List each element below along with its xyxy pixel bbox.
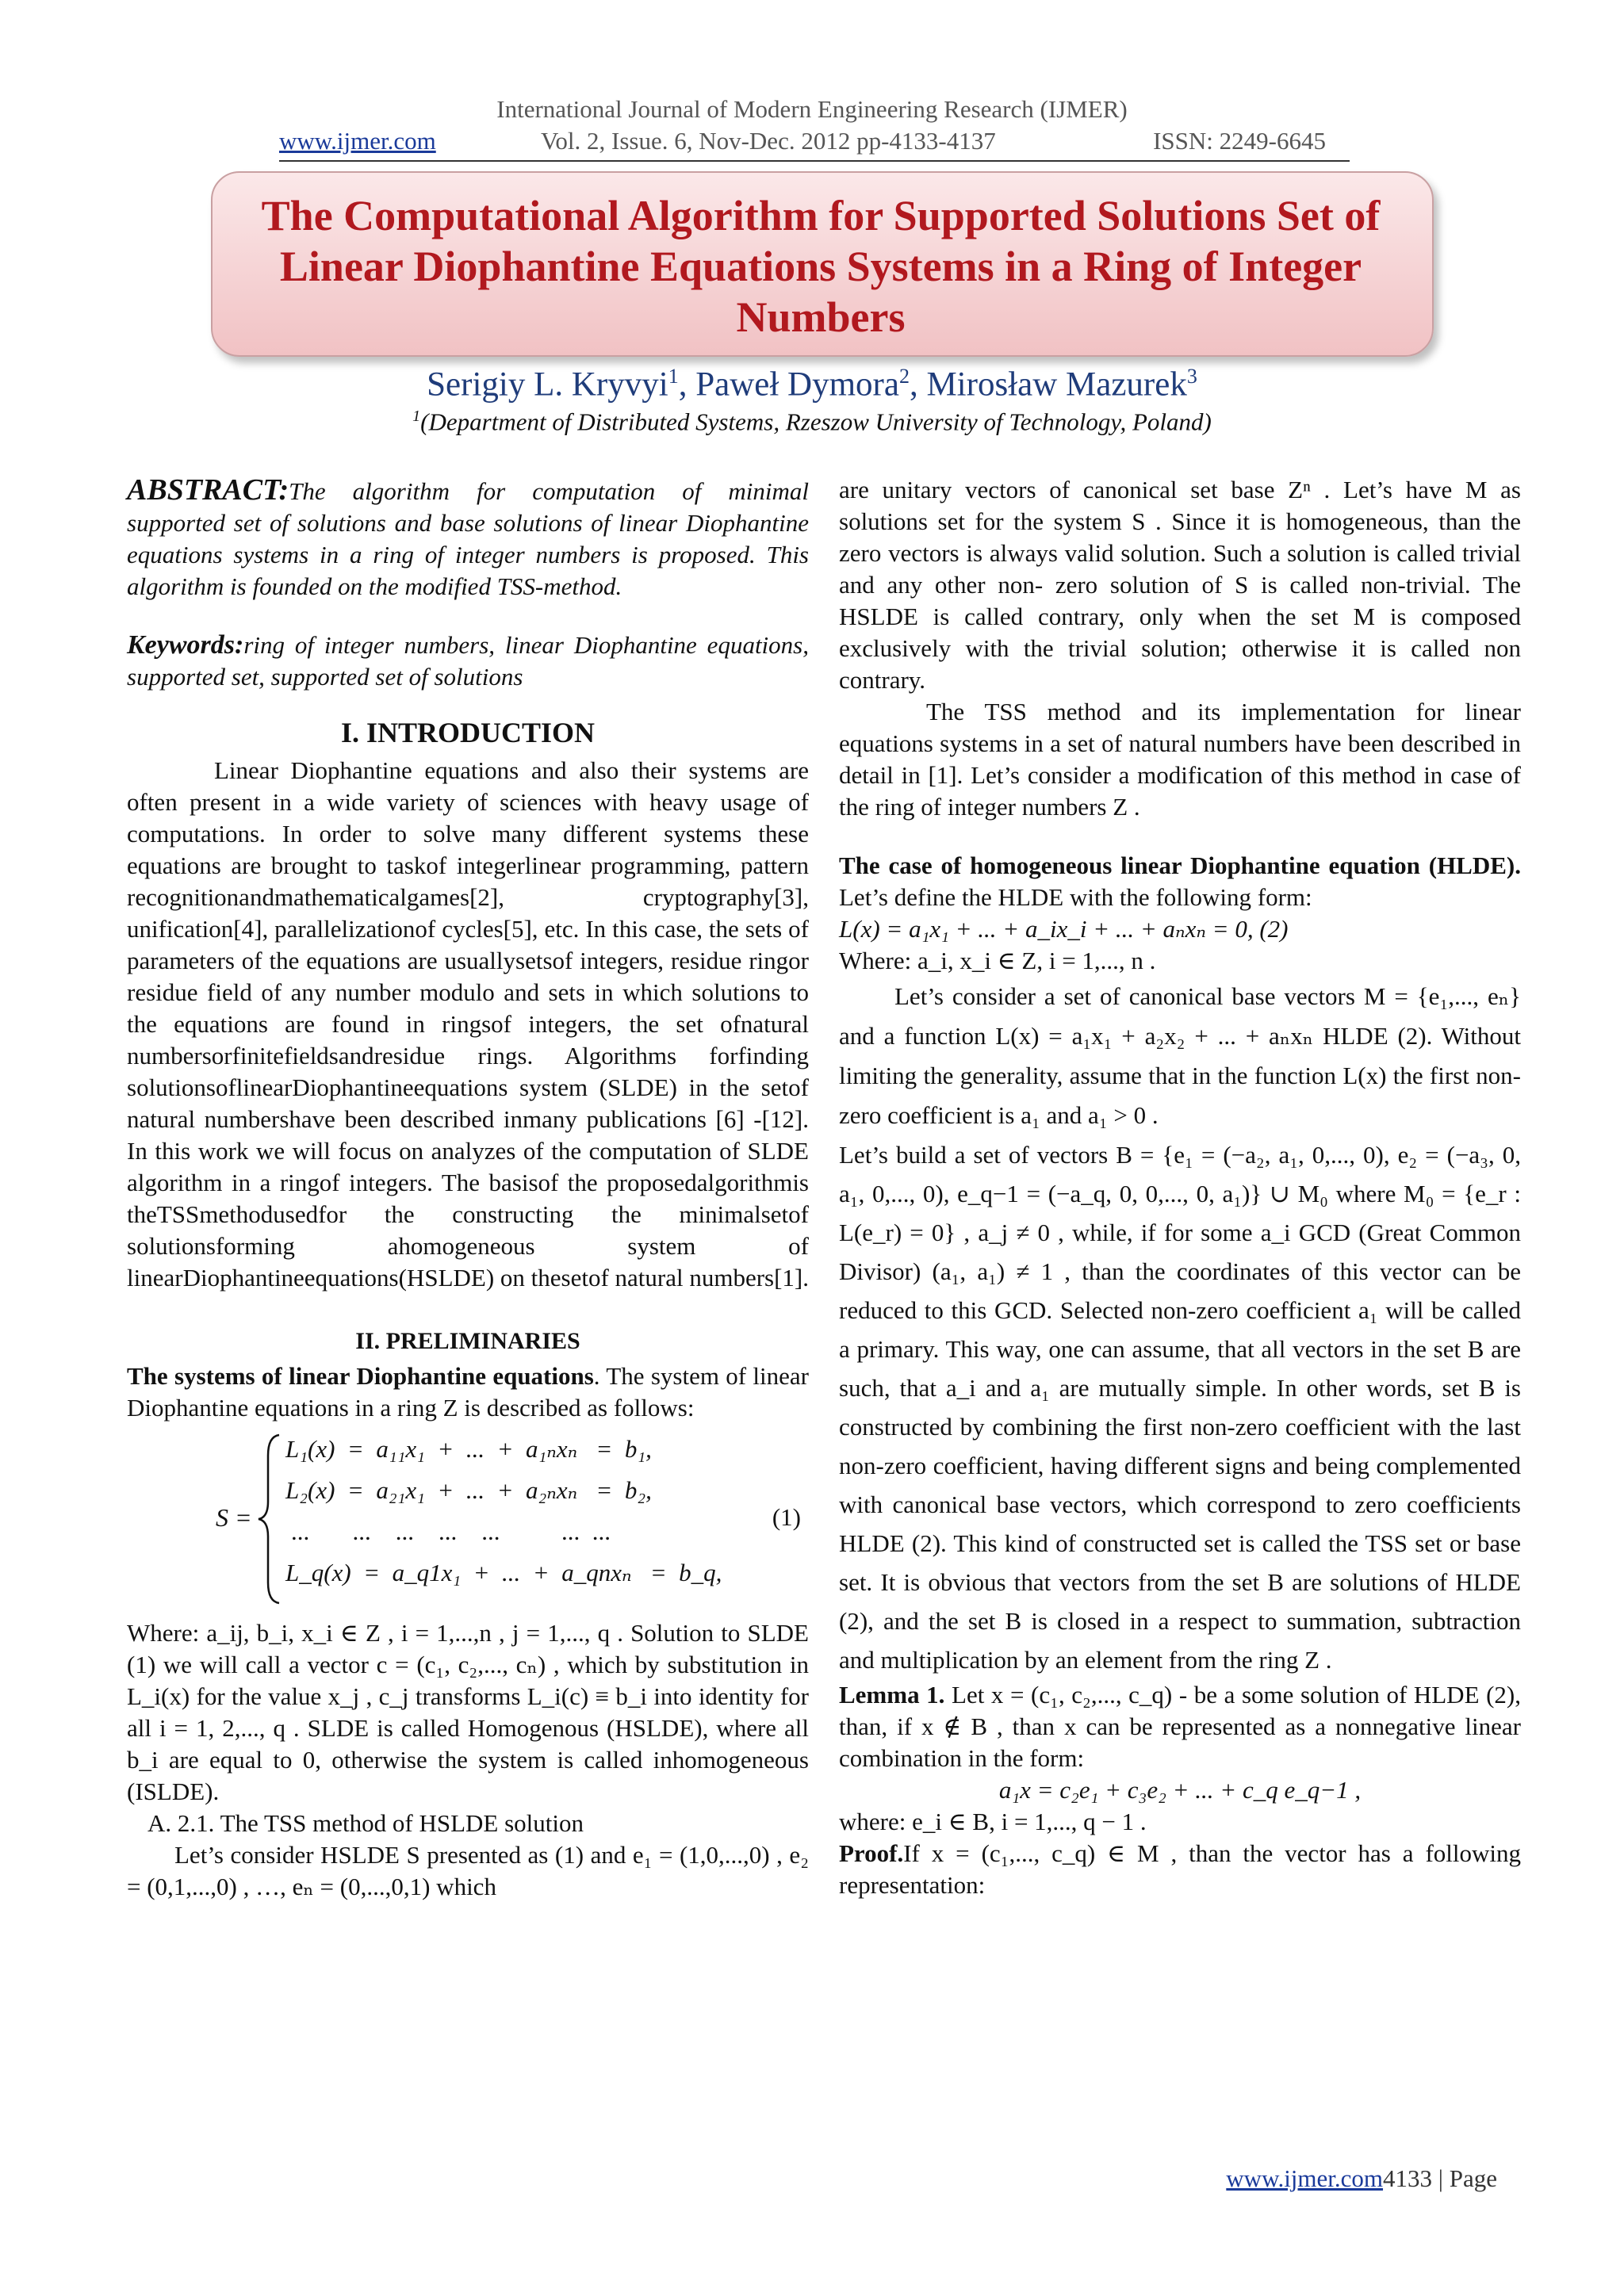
authors: Serigiy L. Kryvyi$^1$, Paweł Dymora$^2$, Mirosław Mazurek$^3$: [427, 365, 1197, 404]
equation-2: L(x) = a₁x₁ + ... + a_ix_i + ... + aₙxₙ = 0, (2): [839, 915, 1289, 943]
keywords: [127, 629, 809, 693]
right-column: [839, 474, 1521, 1901]
affiliation-sup: 1: [412, 408, 421, 425]
where-paragraph: Where: a_ij, b_i, x_i ∈ Z , i = 1,...,n , j = 1,..., q . Solution to SLDE (1) we will call a vector c = (c₁, c₂,..., cₙ) , which by substitution in L_i(x) for the value x_j , c_j transforms L_i(c) ≡ b_i into identity for all i = 1, 2,..., q . SLDE is called Homogenous (HSLDE), where all b_i are equal to 0, otherwise the system is called inhomogeneous (ISLDE).: [127, 1619, 809, 1805]
affiliation: [0, 408, 1624, 436]
tss-paragraph: Let’s consider HSLDE S presented as (1) and e₁ = (1,0,...,0) , e₂ = (0,1,...,0) , …, eₙ = (0,...,0,1) which: [127, 1841, 809, 1900]
abstract-text: The algorithm for computation of minimal supported set of solutions and base solutions of linear Diophantine equations systems in a ring of integer numbers is proposed. This algorithm is founded on the modified TSS-method.: [127, 477, 809, 600]
journal-website-link[interactable]: www.ijmer.com: [279, 127, 436, 155]
affiliation-text: (Department of Distributed Systems, Rzeszow University of Technology, Poland): [420, 408, 1212, 436]
proof-paragraph: [839, 1838, 1521, 1901]
unitary-vectors-paragraph: are unitary vectors of canonical set base Zⁿ . Let’s have M as solutions set for the system S . Since it is homogeneous, than the zero vectors is always valid solution. Such a solution is called trivial and any other non- zero solution of S is called non-trivial. The HSLDE is called contrary, only when the set M is composed exclusively with the trivial solution; otherwise it is called non contrary.: [839, 476, 1521, 694]
abstract-label: ABSTRACT:: [127, 473, 289, 507]
hlde-paragraph: [839, 850, 1521, 913]
preliminaries-text: . The system of linear Diophantine equations in a ring Z is described as follows:: [127, 1362, 809, 1422]
system-row: L₂(x) = a₂₁x₁ + ... + a₂ₙxₙ = b₂,: [285, 1476, 652, 1504]
author-sup: 1: [668, 365, 679, 388]
hlde-text: Let’s define the HLDE with the following form:: [839, 883, 1312, 911]
system-row: L_q(x) = a_q1x₁ + ... + a_qnxₙ = b_q,: [285, 1559, 722, 1586]
journal-volume: Vol. 2, Issue. 6, Nov-Dec. 2012 pp-4133-4137: [541, 127, 996, 155]
left-brace-icon: [254, 1432, 285, 1606]
author-sup: 2: [898, 365, 910, 388]
preliminaries-bold: The systems of linear Diophantine equations: [127, 1362, 594, 1390]
author-name: Mirosław Mazurek: [926, 365, 1187, 404]
keywords-label: Keywords:: [127, 630, 244, 660]
hlde-bold: The case of homogeneous linear Diophantine equation (HLDE).: [839, 851, 1521, 879]
section-heading-preliminaries: II. PRELIMINARIES: [355, 1328, 580, 1354]
journal-name: International Journal of Modern Engineering Research (IJMER): [496, 95, 1128, 123]
section-heading-introduction: I. INTRODUCTION: [340, 717, 596, 748]
author-sup: 3: [1186, 365, 1197, 388]
author-name: Serigiy L. Kryvyi: [427, 365, 668, 404]
journal-issn: ISSN: 2249-6645: [1153, 127, 1326, 155]
abstract: [127, 474, 809, 603]
page-number: 4133 | Page: [1383, 2164, 1497, 2192]
equation-system-1: [127, 1429, 809, 1611]
build-set-paragraph: Let’s build a set of vectors B = {e₁ = (−a₂, a₁, 0,..., 0), e₂ = (−a₃, 0, a₁, 0,..., 0), e_q−1 = (−a_q, 0, 0,..., 0, a₁)} ∪ M₀ where M₀ = {e_r : L(e_r) = 0} , a_j ≠ 0 , while, if for some a_i GCD (Great Common Divisor) (a₁, a₁) ≠ 1 , than the coordinates of this vector can be reduced to this GCD. Selected non-zero coefficient a₁ will be called a primary. This way, one can assume, that all vectors in the set B are such, that a_i and a₁ are mutually simple. In other words, set B is constructed by combining the first non-zero coefficient with the last non-zero coefficient, having different signs and being complemented with canonical base vectors, which correspond to zero coefficients HLDE (2). This kind of constructed set is called the TSS set or base set. It is obvious that vectors from the set B are solutions of HLDE (2), and the set B is closed in a respect to summation, subtraction and multiplication by an element from the ring Z .: [839, 1141, 1521, 1674]
paper-title: The Computational Algorithm for Supported Solutions Set of Linear Diophantine Equations Systems in a Ring of Integer Numbers: [261, 192, 1381, 341]
journal-info-bar: [279, 127, 1350, 162]
proof-text: If x = (c₁,..., c_q) ∈ M , than the vector has a following representation:: [839, 1839, 1521, 1899]
lemma-where: where: e_i ∈ B, i = 1,..., q − 1 .: [839, 1808, 1147, 1835]
lemma-paragraph: [839, 1679, 1521, 1774]
lemma-text: Let x = (c₁, c₂,..., c_q) - be a some solution of HLDE (2), than, if x ∉ B , than x can be represented as a nonnegative linear combination in the form:: [839, 1681, 1521, 1772]
tss-method-paragraph: The TSS method and its implementation for linear equations systems in a set of natural numbers have been described in detail in [1]. Let’s consider a modification of this method in case of the ring of integer numbers Z .: [839, 698, 1521, 821]
keywords-text: ring of integer numbers, linear Diophantine equations, supported set, supported set of solutions: [127, 631, 809, 691]
system-row: ... ... ... ... ... ... ...: [285, 1517, 611, 1545]
equation-number: (1): [772, 1503, 801, 1531]
proof-label: Proof.: [839, 1839, 904, 1867]
system-rows: [285, 1429, 722, 1594]
subsection-heading: A. 2.1. The TSS method of HSLDE solution: [147, 1809, 584, 1837]
footer-website-link[interactable]: www.ijmer.com: [1226, 2164, 1384, 2192]
introduction-paragraph: Linear Diophantine equations and also their systems are often present in a wide variety of sciences with heavy usage of computations. In order to solve many different systems these equations are brought to taskof integerlinear programming, pattern recognitionandmathematicalgames[2], cryptography[3], unification[4], parallelizationof cycles[5], etc. In this case, the sets of parameters of the equations are usuallysetsof integers, residue ringor residue field of any number modulo and sets in which solutions to the equations are found in ringsof integers, the set ofnatural numbersorfinitefieldsandresidue rings. Algorithms forfinding solutionsoflinearDiophantineequations system (SLDE) in the setof natural numbershave been described inmany publications [6] -[12]. In this work we will focus on analyzes of the computation of SLDE algorithm in a ringof integers. The basisof the proposedalgorithmis theTSSmethodusedfor the constructing the minimalsetof solutionsforming ahomogeneous system of linearDiophantineequations(HSLDE) on thesetof natural numbers[1].: [127, 756, 810, 1292]
system-row: L₁(x) = a₁₁x₁ + ... + a₁ₙxₙ = b₁,: [285, 1435, 652, 1463]
author-name: Paweł Dymora: [695, 365, 899, 404]
left-column: [127, 474, 809, 1903]
where-2: Where: a_i, x_i ∈ Z, i = 1,..., n .: [839, 947, 1156, 974]
page-footer: [1226, 2164, 1497, 2193]
system-label: S =: [216, 1503, 252, 1532]
canonical-paragraph: Let’s consider a set of canonical base vectors M = {e₁,..., eₙ} and a function L(x) = a₁x₁ + a₂x₂ + ... + aₙxₙ HLDE (2). Without limiting the generality, assume that in the function L(x) the first non-zero coefficient is a₁ and a₁ > 0 .: [839, 982, 1521, 1129]
lemma-equation: a₁x = c₂e₁ + c₃e₂ + ... + c_q e_q−1 ,: [998, 1776, 1362, 1804]
preliminaries-paragraph: [127, 1360, 809, 1424]
lemma-label: Lemma 1.: [839, 1681, 945, 1709]
